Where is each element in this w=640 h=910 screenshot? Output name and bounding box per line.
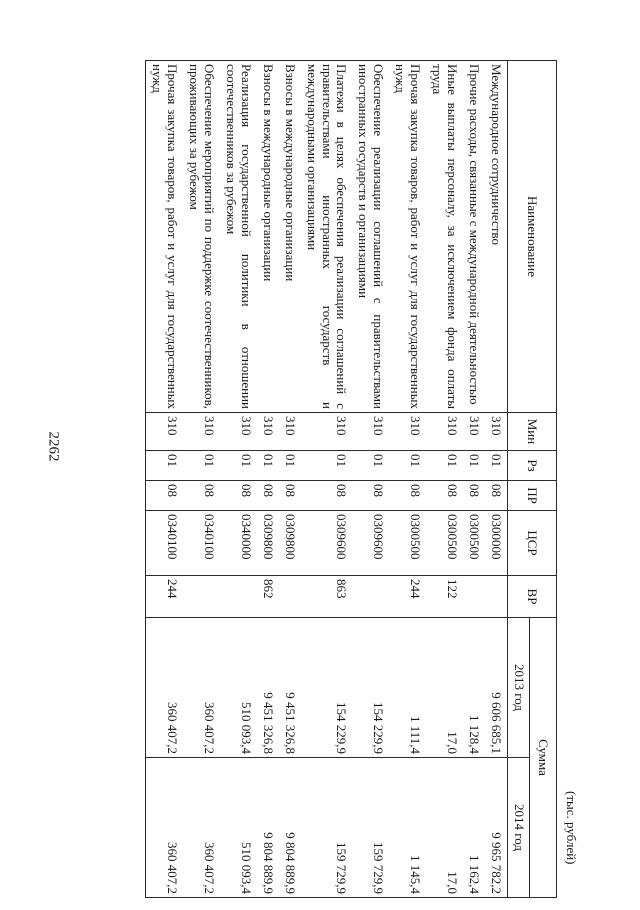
row-sum-2013: 1 128,4 <box>463 618 485 758</box>
row-sum-2014: 1 162,4 <box>463 758 485 898</box>
row-rz: 01 <box>183 451 220 481</box>
row-name: Обеспечение мероприятий по поддержке соотечественников, проживающих за рубежом <box>183 61 220 413</box>
row-csr: 0340000 <box>220 511 257 576</box>
header-csr: ЦСР <box>508 511 557 576</box>
header-rz: Рз <box>508 451 557 481</box>
row-vr <box>183 576 220 618</box>
row-rz: 01 <box>389 451 426 481</box>
row-rz: 01 <box>279 451 301 481</box>
row-pr: 08 <box>426 481 463 511</box>
row-min: 310 <box>389 413 426 451</box>
row-min: 310 <box>220 413 257 451</box>
table-row <box>463 61 485 898</box>
row-min: 310 <box>463 413 485 451</box>
header-year-2014: 2014 год <box>508 758 530 898</box>
table-row <box>257 61 279 898</box>
header-pr: ПР <box>508 481 557 511</box>
row-rz: 01 <box>220 451 257 481</box>
row-min: 310 <box>426 413 463 451</box>
table-row <box>146 61 183 898</box>
row-name: Платежи в целях обеспечения реализации соглашений с правительствами иностранных государств и международными организациями <box>301 61 353 413</box>
row-pr: 08 <box>183 481 220 511</box>
table-row <box>183 61 220 898</box>
row-pr: 08 <box>463 481 485 511</box>
row-pr: 08 <box>220 481 257 511</box>
header-min: Мин <box>508 413 557 451</box>
row-min: 310 <box>279 413 301 451</box>
row-min: 310 <box>183 413 220 451</box>
row-pr: 08 <box>353 481 390 511</box>
table-row <box>220 61 257 898</box>
row-name: Обеспечение реализации соглашений с правительствами иностранных государств и организациями <box>353 61 390 413</box>
header-year-2013: 2013 год <box>508 618 530 758</box>
row-csr: 0300500 <box>426 511 463 576</box>
row-vr <box>463 576 485 618</box>
row-rz: 01 <box>485 451 507 481</box>
row-rz: 01 <box>463 451 485 481</box>
row-name: Прочая закупка товаров, работ и услуг для государственных нужд <box>389 61 426 413</box>
row-sum-2014: 1 145,4 <box>389 758 426 898</box>
row-csr: 0300500 <box>389 511 426 576</box>
row-name: Взносы в международные организации <box>279 61 301 413</box>
row-vr: 122 <box>426 576 463 618</box>
row-csr: 0300000 <box>485 511 507 576</box>
row-vr: 244 <box>146 576 183 618</box>
row-name: Реализация государственной политики в отношении соотечественников за рубежом <box>220 61 257 413</box>
header-sum: Сумма <box>530 618 557 898</box>
row-name: Иные выплаты персоналу, за исключением фонда оплаты труда <box>426 61 463 413</box>
row-pr: 08 <box>301 481 353 511</box>
row-pr: 08 <box>485 481 507 511</box>
row-min: 310 <box>146 413 183 451</box>
row-min: 310 <box>301 413 353 451</box>
row-csr: 0309800 <box>257 511 279 576</box>
row-min: 310 <box>485 413 507 451</box>
row-csr: 0309800 <box>279 511 301 576</box>
rotated-page-content <box>27 10 587 910</box>
row-rz: 01 <box>301 451 353 481</box>
row-csr: 0300500 <box>463 511 485 576</box>
row-csr: 0340100 <box>146 511 183 576</box>
row-sum-2013: 1 111,4 <box>389 618 426 758</box>
row-vr <box>279 576 301 618</box>
row-rz: 01 <box>353 451 390 481</box>
table-header <box>508 61 557 898</box>
page-number: 2262 <box>45 431 62 462</box>
table-row <box>353 61 390 898</box>
row-sum-2013: 9 606 685,1 <box>485 618 507 758</box>
budget-table <box>145 60 557 898</box>
row-min: 310 <box>353 413 390 451</box>
row-name: Прочие расходы, связанные с международной деятельностью <box>463 61 485 413</box>
row-sum-2014: 159 729,9 <box>353 758 390 898</box>
row-sum-2014: 360 407,2 <box>183 758 220 898</box>
header-vr: ВР <box>508 576 557 618</box>
row-rz: 01 <box>257 451 279 481</box>
header-name: Наименование <box>508 61 557 413</box>
table-body <box>146 61 508 898</box>
row-sum-2014: 159 729,9 <box>301 758 353 898</box>
row-sum-2013: 9 451 326,8 <box>279 618 301 758</box>
row-sum-2014: 510 093,4 <box>220 758 257 898</box>
row-csr: 0309600 <box>301 511 353 576</box>
row-csr: 0309600 <box>353 511 390 576</box>
row-name: Взносы в международные организации <box>257 61 279 413</box>
row-pr: 08 <box>279 481 301 511</box>
row-vr: 862 <box>257 576 279 618</box>
row-sum-2013: 510 093,4 <box>220 618 257 758</box>
row-sum-2013: 360 407,2 <box>146 618 183 758</box>
row-vr <box>485 576 507 618</box>
row-min: 310 <box>257 413 279 451</box>
row-vr: 863 <box>301 576 353 618</box>
row-sum-2014: 360 407,2 <box>146 758 183 898</box>
row-sum-2013: 9 451 326,8 <box>257 618 279 758</box>
row-sum-2013: 154 229,9 <box>301 618 353 758</box>
row-vr: 244 <box>389 576 426 618</box>
row-sum-2013: 154 229,9 <box>353 618 390 758</box>
row-pr: 08 <box>389 481 426 511</box>
table-row <box>279 61 301 898</box>
table-row <box>485 61 507 898</box>
row-sum-2013: 360 407,2 <box>183 618 220 758</box>
row-csr: 0340100 <box>183 511 220 576</box>
row-sum-2014: 9 804 889,9 <box>279 758 301 898</box>
table-row <box>389 61 426 898</box>
table-row <box>301 61 353 898</box>
row-pr: 08 <box>146 481 183 511</box>
table-row <box>426 61 463 898</box>
row-name: Прочая закупка товаров, работ и услуг для государственных нужд <box>146 61 183 413</box>
row-rz: 01 <box>426 451 463 481</box>
units-label: (тыс. рублей) <box>564 791 579 865</box>
row-sum-2013: 17,0 <box>426 618 463 758</box>
row-rz: 01 <box>146 451 183 481</box>
row-sum-2014: 9 965 782,2 <box>485 758 507 898</box>
row-sum-2014: 17,0 <box>426 758 463 898</box>
row-vr <box>220 576 257 618</box>
row-vr <box>353 576 390 618</box>
row-sum-2014: 9 804 889,9 <box>257 758 279 898</box>
row-pr: 08 <box>257 481 279 511</box>
row-name: Международное сотрудничество <box>485 61 507 413</box>
